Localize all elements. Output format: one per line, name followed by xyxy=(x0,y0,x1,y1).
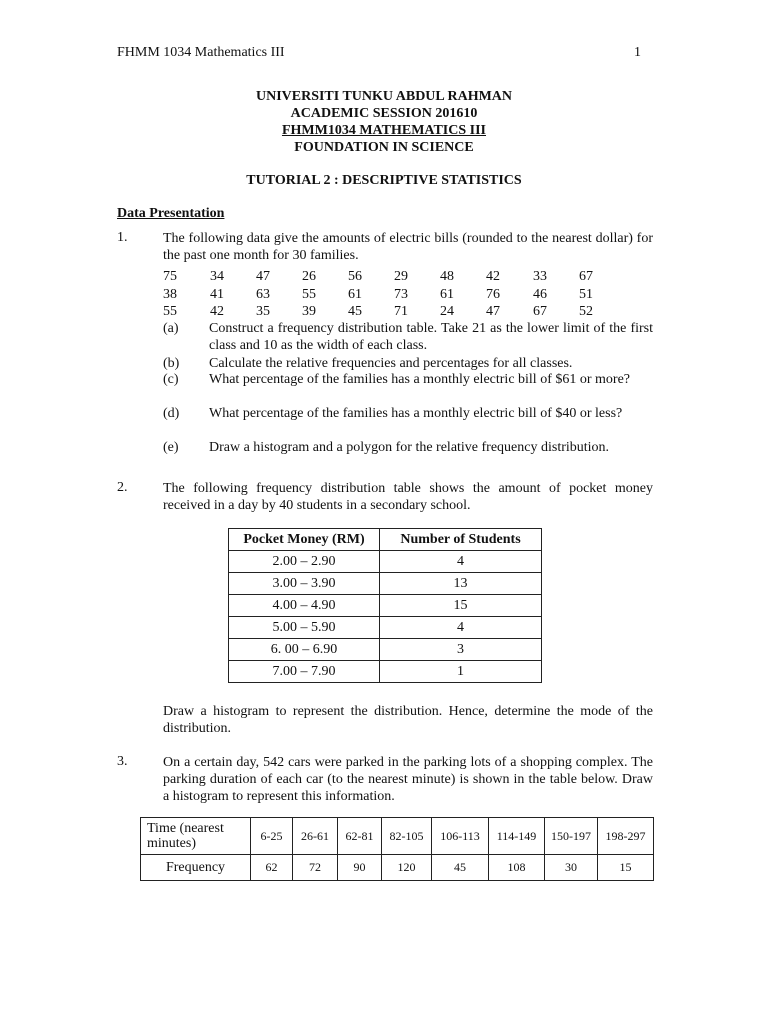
table-row xyxy=(229,661,542,683)
table-cell: 7.00 – 7.90 xyxy=(229,661,380,683)
row-label: Time (nearest minutes) xyxy=(141,818,251,855)
frequency-cell: 90 xyxy=(338,855,382,881)
interval-cell: 198-297 xyxy=(598,818,654,855)
table-cell: 3.00 – 3.90 xyxy=(229,573,380,595)
data-value: 39 xyxy=(302,304,316,319)
table-cell: 13 xyxy=(380,573,542,595)
frequency-cell: 108 xyxy=(489,855,545,881)
parking-duration-table xyxy=(140,817,654,881)
table-row xyxy=(229,595,542,617)
data-value: 76 xyxy=(486,287,500,302)
pocket-money-table xyxy=(228,528,542,683)
frequency-cell: 30 xyxy=(545,855,598,881)
q2-text: The following frequency distribution table shows the amount of pocket money received in a day by 40 students in a secondary school. xyxy=(163,481,653,513)
header-course: FHMM 1034 Mathematics III xyxy=(117,45,285,60)
part-label: (d) xyxy=(163,406,180,421)
frequency-cell: 45 xyxy=(432,855,489,881)
interval-cell: 106-113 xyxy=(432,818,489,855)
data-value: 55 xyxy=(163,304,177,319)
interval-cell: 150-197 xyxy=(545,818,598,855)
data-value: 34 xyxy=(210,269,224,284)
table-cell: 4.00 – 4.90 xyxy=(229,595,380,617)
data-value: 33 xyxy=(533,269,547,284)
table-row-frequencies xyxy=(141,855,654,881)
data-value: 55 xyxy=(302,287,316,302)
data-value: 42 xyxy=(210,304,224,319)
table-row xyxy=(229,617,542,639)
title-session: ACADEMIC SESSION 201610 xyxy=(290,106,478,121)
data-value: 47 xyxy=(256,269,270,284)
data-value: 45 xyxy=(348,304,362,319)
data-value: 56 xyxy=(348,269,362,284)
table-header: Pocket Money (RM) xyxy=(229,529,380,551)
part-text: Draw a histogram and a polygon for the relative frequency distribution. xyxy=(209,440,610,455)
data-value: 61 xyxy=(348,287,362,302)
table-header-row xyxy=(229,529,542,551)
data-value: 51 xyxy=(579,287,593,302)
part-label: (c) xyxy=(163,372,179,387)
tutorial-title: TUTORIAL 2 : DESCRIPTIVE STATISTICS xyxy=(246,173,522,188)
section-title: Data Presentation xyxy=(117,206,225,221)
data-value: 41 xyxy=(210,287,224,302)
data-value: 42 xyxy=(486,269,500,284)
q2-number: 2. xyxy=(117,480,128,495)
table-header: Number of Students xyxy=(380,529,542,551)
title-university: UNIVERSITI TUNKU ABDUL RAHMAN xyxy=(255,89,513,104)
title-course-code-text: FHMM1034 MATHEMATICS III xyxy=(281,123,487,138)
data-value: 52 xyxy=(579,304,593,319)
data-value: 24 xyxy=(440,304,454,319)
table-cell: 2.00 – 2.90 xyxy=(229,551,380,573)
table-row xyxy=(229,573,542,595)
data-value: 75 xyxy=(163,269,177,284)
title-course-code xyxy=(0,122,768,140)
table-cell: 1 xyxy=(380,661,542,683)
data-value: 67 xyxy=(533,304,547,319)
data-value: 26 xyxy=(302,269,316,284)
interval-cell: 6-25 xyxy=(251,818,293,855)
table-row xyxy=(229,551,542,573)
data-value: 38 xyxy=(163,287,177,302)
data-value: 71 xyxy=(394,304,408,319)
frequency-cell: 15 xyxy=(598,855,654,881)
frequency-cell: 120 xyxy=(382,855,432,881)
part-label: (a) xyxy=(163,321,179,336)
part-label: (b) xyxy=(163,356,180,371)
part-text: What percentage of the families has a monthly electric bill of $40 or less? xyxy=(209,406,623,421)
q1-number: 1. xyxy=(117,230,128,245)
part-label: (e) xyxy=(163,440,179,455)
part-text: Construct a frequency distribution table. Take 21 as the lower limit of the first class and 10 as the width of each class. xyxy=(209,321,653,353)
table-row-intervals xyxy=(141,818,654,855)
data-value: 47 xyxy=(486,304,500,319)
header-page-number: 1 xyxy=(634,45,641,60)
table-cell: 3 xyxy=(380,639,542,661)
data-value: 61 xyxy=(440,287,454,302)
title-programme: FOUNDATION IN SCIENCE xyxy=(294,140,474,155)
data-value: 67 xyxy=(579,269,593,284)
q3-text: On a certain day, 542 cars were parked in the parking lots of a shopping complex. The parking duration of each car (to the nearest minute) is shown in the table below. Draw a histogram to represent this information. xyxy=(163,755,653,804)
interval-cell: 26-61 xyxy=(293,818,338,855)
part-text: Calculate the relative frequencies and percentages for all classes. xyxy=(209,356,573,371)
q2-after-text: Draw a histogram to represent the distribution. Hence, determine the mode of the distribution. xyxy=(163,704,653,736)
data-value: 35 xyxy=(256,304,270,319)
part-text: What percentage of the families has a monthly electric bill of $61 or more? xyxy=(209,372,631,387)
frequency-cell: 72 xyxy=(293,855,338,881)
row-label: Frequency xyxy=(141,855,251,881)
data-value: 46 xyxy=(533,287,547,302)
interval-cell: 114-149 xyxy=(489,818,545,855)
q1-text: The following data give the amounts of electric bills (rounded to the nearest dollar) for the past one month for 30 families. xyxy=(163,231,653,263)
table-cell: 4 xyxy=(380,617,542,639)
interval-cell: 62-81 xyxy=(338,818,382,855)
interval-cell: 82-105 xyxy=(382,818,432,855)
data-value: 29 xyxy=(394,269,408,284)
table-cell: 6. 00 – 6.90 xyxy=(229,639,380,661)
table-cell: 15 xyxy=(380,595,542,617)
table-cell: 4 xyxy=(380,551,542,573)
data-value: 63 xyxy=(256,287,270,302)
frequency-cell: 62 xyxy=(251,855,293,881)
table-row xyxy=(229,639,542,661)
data-value: 73 xyxy=(394,287,408,302)
table-cell: 5.00 – 5.90 xyxy=(229,617,380,639)
data-value: 48 xyxy=(440,269,454,284)
q3-number: 3. xyxy=(117,754,128,769)
